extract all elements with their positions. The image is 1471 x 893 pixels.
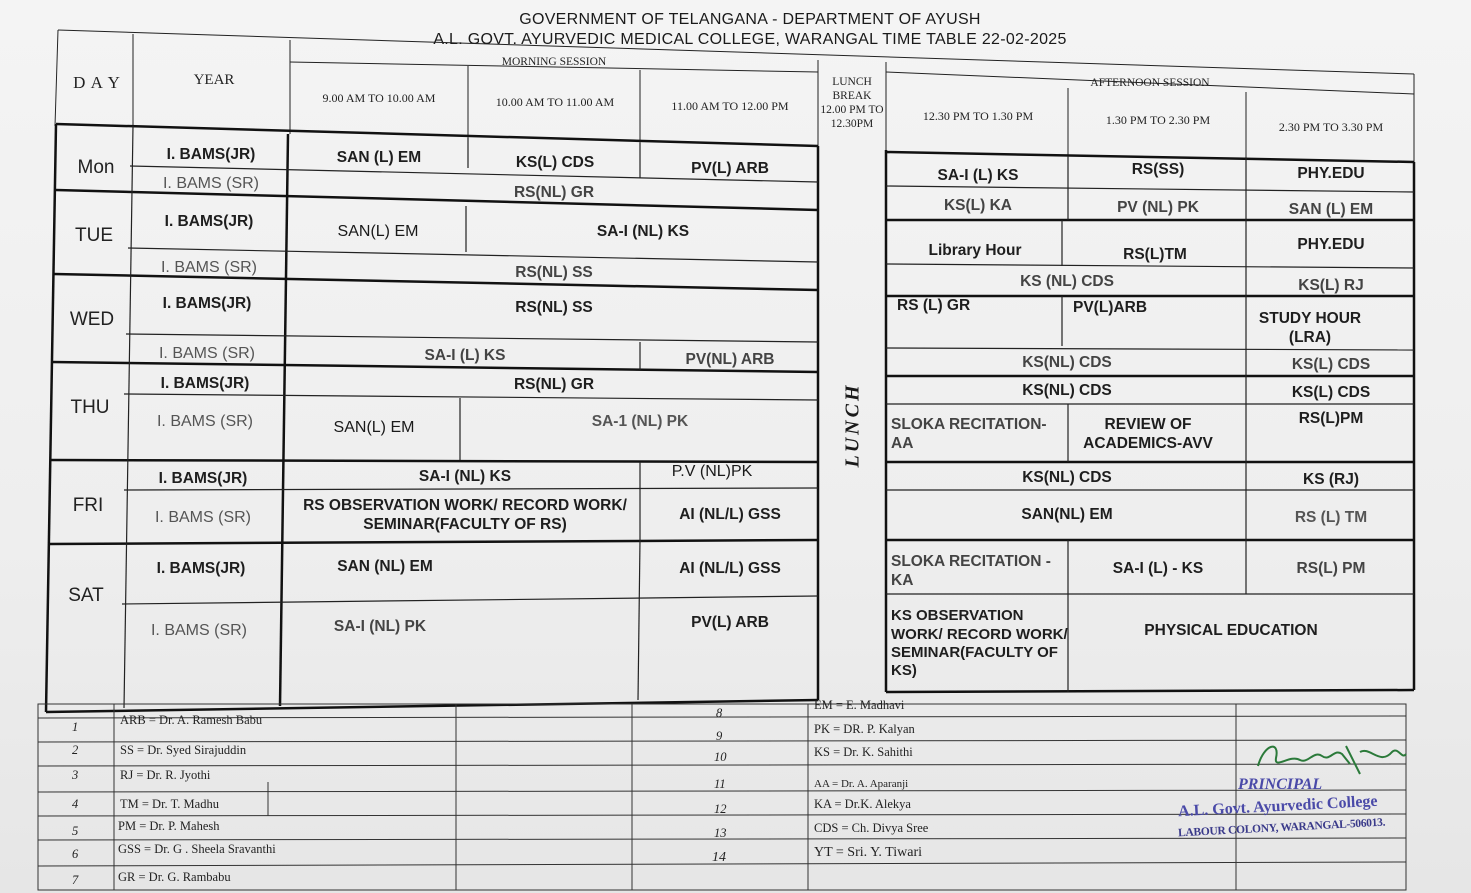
legend-text-9: PK = DR. P. Kalyan [814, 722, 915, 736]
year-sr-wed: I. BAMS (SR) [158, 345, 255, 363]
fri-jr-slot4-5: KS(NL) CDS [1022, 468, 1112, 486]
legend-text-12: KA = Dr.K. Alekya [814, 797, 911, 811]
legend-text-13: CDS = Ch. Divya Sree [814, 821, 929, 835]
slot-11-12-header: 11.00 AM TO 12.00 PM [671, 98, 789, 113]
year-sr-tue: I. BAMS (SR) [160, 259, 257, 277]
mon-sr-morning: RS(NL) GR [513, 183, 595, 201]
wed-sr-slot1-2: SA-I (L) KS [424, 346, 506, 364]
legend-num-14: 14 [712, 850, 726, 865]
wed-jr-slot4: RS (L) GR [897, 296, 971, 314]
stamp-college: A.L. Govt. Ayurvedic College [1177, 792, 1378, 821]
slot-1230-130-header: 12.30 PM TO 1.30 PM [922, 108, 1034, 123]
morning-session-header: MORNING SESSION [501, 56, 607, 69]
legend-text-7: GR = Dr. G. Rambabu [118, 870, 231, 884]
wed-sr-slot6: KS(L) CDS [1291, 355, 1371, 373]
thu-jr-slot6: KS(L) CDS [1291, 383, 1371, 401]
mon-jr-slot2: KS(L) CDS [515, 153, 595, 171]
year-jr-tue: I. BAMS(JR) [164, 212, 254, 230]
thu-jr-slot4-5: KS(NL) CDS [1022, 381, 1112, 399]
wed-sr-slot3: PV(NL) ARB [685, 350, 775, 368]
tue-jr-slot5: RS(L)TM [1123, 245, 1187, 263]
tue-jr-slot4: Library Hour [928, 241, 1022, 259]
stamp-principal: PRINCIPAL [1238, 776, 1323, 793]
afternoon-session-header: AFTERNOON SESSION [1090, 77, 1210, 90]
day-tue: TUE [75, 224, 113, 246]
legend-num-7: 7 [72, 873, 79, 887]
legend-num-5: 5 [72, 824, 79, 838]
year-jr-fri: I. BAMS(JR) [158, 469, 248, 487]
thu-sr-slot5: REVIEW OF ACADEMICS-AVV [1083, 416, 1213, 452]
legend-num-10: 10 [714, 750, 727, 764]
fri-sr-slot3: AI (NL/L) GSS [679, 505, 781, 523]
thu-sr-slot6: RS(L)PM [1298, 409, 1364, 427]
tue-jr-slot2-3: SA-I (NL) KS [596, 222, 690, 240]
fri-jr-slot3: P.V (NL)PK [671, 463, 753, 481]
mon-jr-slot3: PV(L) ARB [691, 159, 769, 177]
legend-num-3: 3 [72, 768, 79, 782]
legend-num-8: 8 [716, 706, 723, 720]
legend-text-8: EM = E. Madhavi [814, 698, 905, 712]
legend-text-1: ARB = Dr. A. Ramesh Babu [120, 713, 263, 727]
fri-jr-slot1-2: SA-I (NL) KS [418, 467, 512, 485]
mon-sr-slot6: SAN (L) EM [1288, 200, 1374, 218]
tue-sr-slot4-5: KS (NL) CDS [1020, 272, 1114, 290]
day-sat: SAT [68, 584, 104, 606]
year-column-header: YEAR [193, 72, 235, 88]
legend-text-4: TM = Dr. T. Madhu [120, 797, 219, 811]
thu-sr-slot2-3: SA-1 (NL) PK [591, 412, 689, 430]
tue-jr-slot1: SAN(L) EM [337, 223, 419, 241]
day-thu: THU [70, 396, 110, 418]
year-sr-mon: I. BAMS (SR) [162, 175, 259, 193]
slot-10-11-header: 10.00 AM TO 11.00 AM [495, 94, 615, 109]
legend-num-1: 1 [72, 720, 79, 734]
sat-jr-slot3: AI (NL/L) GSS [679, 559, 781, 577]
year-sr-fri: I. BAMS (SR) [154, 509, 251, 527]
legend-text-5: PM = Dr. P. Mahesh [118, 819, 220, 833]
header-college-title: A.L. GOVT. AYURVEDIC MEDICAL COLLEGE, WARANGAL TIME TABLE 22-02-2025 [433, 31, 1067, 48]
thu-sr-slot1: SAN(L) EM [333, 419, 415, 437]
legend-text-3: RJ = Dr. R. Jyothi [120, 768, 211, 782]
sat-jr-slot5: SA-I (L) - KS [1112, 559, 1204, 577]
legend-num-2: 2 [72, 743, 79, 757]
legend-num-6: 6 [72, 847, 79, 861]
legend-text-11: AA = Dr. A. Aparanji [814, 778, 909, 790]
legend-num-9: 9 [716, 729, 723, 743]
sat-sr-slot5-6: PHYSICAL EDUCATION [1144, 621, 1318, 639]
sat-jr-slot1: SAN (NL) EM [337, 557, 433, 575]
legend-text-6: GSS = Dr. G . Sheela Sravanthi [118, 842, 276, 856]
fri-jr-slot6: KS (RJ) [1303, 470, 1359, 488]
wed-jr-slot5: PV(L)ARB [1073, 298, 1148, 316]
legend-num-4: 4 [72, 797, 79, 811]
legend-num-11: 11 [714, 777, 726, 791]
mon-jr-slot4: SA-I (L) KS [937, 166, 1019, 184]
slot-9-10-header: 9.00 AM TO 10.00 AM [322, 90, 436, 105]
legend-text-14: YT = Sri. Y. Tiwari [814, 845, 923, 860]
fri-sr-slot4-5: SAN(NL) EM [1021, 505, 1113, 523]
tue-sr-slot6: KS(L) RJ [1298, 276, 1364, 294]
lunch-break-header: LUNCH BREAK 12.00 PM TO 12.30PM [820, 76, 884, 130]
day-fri: FRI [72, 494, 104, 516]
mon-jr-slot5: RS(SS) [1131, 160, 1185, 178]
sat-jr-slot6: RS(L) PM [1296, 559, 1366, 577]
year-sr-sat: I. BAMS (SR) [150, 622, 247, 640]
stamp-address: LABOUR COLONY, WARANGAL-506013. [1177, 816, 1386, 840]
legend-num-13: 13 [714, 826, 727, 840]
lunch-column [819, 150, 885, 700]
wed-sr-slot4-5: KS(NL) CDS [1022, 353, 1112, 371]
wed-jr-morning: RS(NL) SS [515, 298, 593, 316]
sat-jr-slot4: SLOKA RECITATION -KA [891, 553, 1051, 589]
fri-sr-slot6: RS (L) TM [1294, 508, 1368, 526]
mon-sr-slot5: PV (NL) PK [1117, 198, 1199, 216]
header-government: GOVERNMENT OF TELANGANA - DEPARTMENT OF AYUSH [519, 11, 981, 28]
mon-jr-slot6: PHY.EDU [1297, 164, 1365, 182]
fri-sr-slot1-2: RS OBSERVATION WORK/ RECORD WORK/ SEMINAR(FACULTY OF RS) [303, 497, 627, 533]
day-mon: Mon [77, 156, 115, 178]
lunch-label: LUNCH [841, 382, 863, 468]
tue-jr-slot6: PHY.EDU [1297, 235, 1365, 253]
legend-text-2: SS = Dr. Syed Sirajuddin [120, 743, 247, 757]
year-jr-mon: I. BAMS(JR) [166, 145, 256, 163]
day-wed: WED [69, 308, 115, 330]
slot-130-230-header: 1.30 PM TO 2.30 PM [1105, 112, 1211, 127]
sat-sr-slot4: KS OBSERVATION WORK/ RECORD WORK/ SEMINAR(FACULTY OF KS) [891, 607, 1068, 680]
wed-jr-slot6: STUDY HOUR (LRA) [1258, 310, 1362, 346]
legend-num-12: 12 [714, 802, 727, 816]
thu-jr-morning: RS(NL) GR [513, 375, 595, 393]
year-jr-thu: I. BAMS(JR) [160, 374, 250, 392]
mon-sr-slot4: KS(L) KA [943, 196, 1013, 214]
year-sr-thu: I. BAMS (SR) [156, 413, 253, 431]
legend-text-10: KS = Dr. K. Sahithi [814, 745, 913, 759]
thu-sr-slot4: SLOKA RECITATION-AA [891, 416, 1047, 452]
year-jr-sat: I. BAMS(JR) [156, 559, 246, 577]
sat-sr-slot1-2: SA-I (NL) PK [333, 617, 427, 635]
tue-sr-morning: RS(NL) SS [515, 263, 593, 281]
sat-sr-slot3: PV(L) ARB [691, 613, 769, 631]
slot-230-330-header: 2.30 PM TO 3.30 PM [1278, 119, 1384, 134]
day-column-header: D A Y [73, 72, 121, 92]
mon-jr-slot1: SAN (L) EM [336, 148, 422, 166]
year-jr-wed: I. BAMS(JR) [162, 294, 252, 312]
